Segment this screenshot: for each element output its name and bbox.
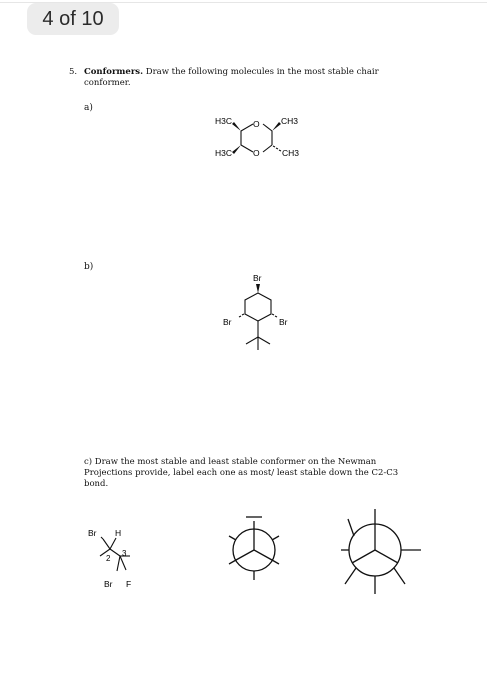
a-oxygen-top: O [253, 119, 260, 129]
a-ch3-top-label: CH3 [281, 116, 299, 126]
c-carbon-2-label: 2 [106, 554, 111, 563]
part-b-label: b) [84, 262, 94, 272]
c-f-label: F [126, 579, 132, 589]
c-carbon-3-label: 3 [122, 549, 127, 558]
question-number: 5. [69, 67, 78, 77]
b-br-top-label: Br [253, 273, 262, 283]
c-br-bottom-label: Br [104, 579, 113, 589]
b-br-left-label: Br [223, 317, 232, 327]
a-oxygen-bottom: O [253, 148, 260, 158]
part-a-label: a) [84, 103, 93, 113]
a-h3c-bottom-label: H3C [215, 148, 233, 158]
a-ch3-bottom-label: CH3 [282, 148, 300, 158]
page-counter-label: 4 of 10 [42, 7, 104, 30]
newman-projection-1 [229, 517, 279, 580]
c-h-label: H [115, 528, 122, 538]
newman-projection-2 [341, 509, 421, 594]
a-h3c-top-label: H3C [215, 116, 233, 126]
c-br-top-label: Br [88, 528, 97, 538]
question-title: Conformers. [84, 67, 144, 77]
question-prompt: Draw the following molecules in the most stable chair conformer. [84, 67, 379, 88]
molecule-b [239, 284, 277, 350]
b-br-right-label: Br [279, 317, 288, 327]
part-c-text: c) Draw the most stable and least stable conformer on the Newman Projections provide, label each one as most/ least stable down the C2-C3 bond. [84, 457, 399, 489]
